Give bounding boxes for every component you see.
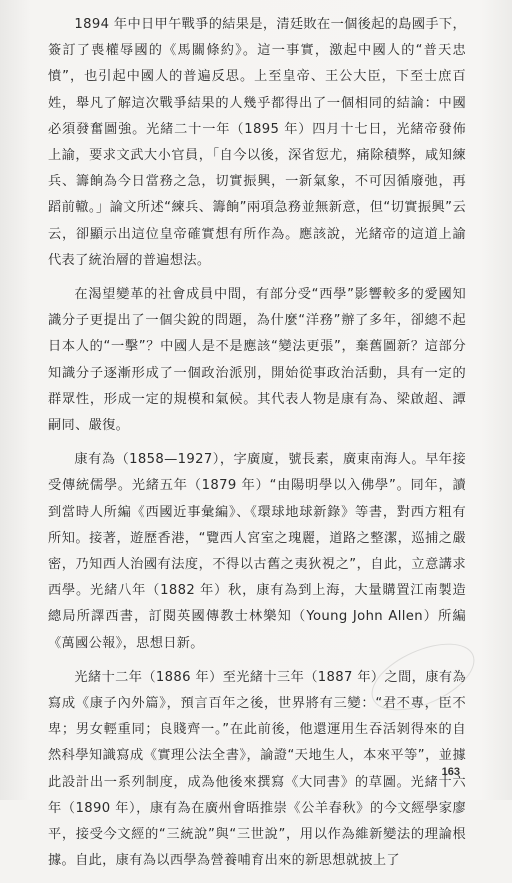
paragraph-reform-intellectuals: 在渴望變革的社會成員中間，有部分受“西學”影響較多的愛國知識分子更提出了一個尖銳的問題，為什麼“洋務”辦了多年，卻總不起日本人的“一擊”？中國人是不是應該“變法更張”，棄舊圖新？這部分知識分子逐漸形成了一個政治派別，開始從事政治活動，具有一定的群眾性，形成一定的規模和氣候。其代表人物是康有為、梁啟超、譚嗣同、嚴復。 <box>48 287 466 434</box>
paragraph-kang-youwei-bio: 康有為（1858—1927），字廣廈，號長素，廣東南海人。早年接受傳統儒學。光緒五年（1879 年）“由陽明學以入佛學”。同年，讀到當時人所編《西國近事彙編》、《環球地球新錄》等書，對西方粗有所知。接著，遊歷香港，“覽西人宮室之瑰麗，道路之整潔，巡捕之嚴密，乃知西人治國有法度，不得以古舊之夷狄視之”，自此，立意講求西學。光緒八年（1882 年）秋，康有為到上海，大量購置江南製造總局所譯西書，訂閱英國傳教士林樂知（Young John Allen）所編《萬國公報》，思想日新。 <box>48 452 466 651</box>
body-text <box>48 12 466 883</box>
paragraph-sino-japanese-war: 1894 年中日甲午戰爭的結果是，清廷敗在一個後起的島國手下，簽訂了喪權辱國的《馬關條約》。這一事實，激起中國人的“普天忠憤”，也引起中國人的普遍反思。上至皇帝、王公大臣，下至士庶百姓，舉凡了解這次戰爭結果的人幾乎都得出了一個相同的結論：中國必須發奮圖強。光緒二十一年（1895 年）四月十七日，光緒帝發佈上諭，要求文武大小官員，「自今以後，深省愆尤，痛除積弊，咸知練兵、籌餉為今日當務之急，切實振興，一新氣象，不可因循廢弛，再蹈前轍。」論文所述“練兵、籌餉”兩項急務並無新意，但“切實振興”云云，卻顯示出這位皇帝確實想有所作為。應該說，光緒帝的這道上諭代表了統治層的普遍想法。 <box>48 17 466 268</box>
page-number: 163 <box>441 766 460 778</box>
paragraph-kang-youwei-works: 光緒十二年（1886 年）至光緒十三年（1887 年）之間，康有為寫成《康子內外篇》，預言百年之後，世界將有三變：“君不專，臣不卑；男女輕重同；良賤齊一。”在此前後，他還運用生吞活剝得來的自然科學知識寫成《實理公法全書》，論證“天地生人，本來平等”，並據此設計出一系列制度，成為他後來撰寫《大同書》的草圖。光緒十六年（1890 年），康有為在廣州會晤推崇《公羊春秋》的今文經學家廖平，接受今文經的“三統說”與“三世說”，用以作為維新變法的理論根據。自此，康有為以西學為營養哺育出來的新思想就披上了 <box>48 669 466 869</box>
